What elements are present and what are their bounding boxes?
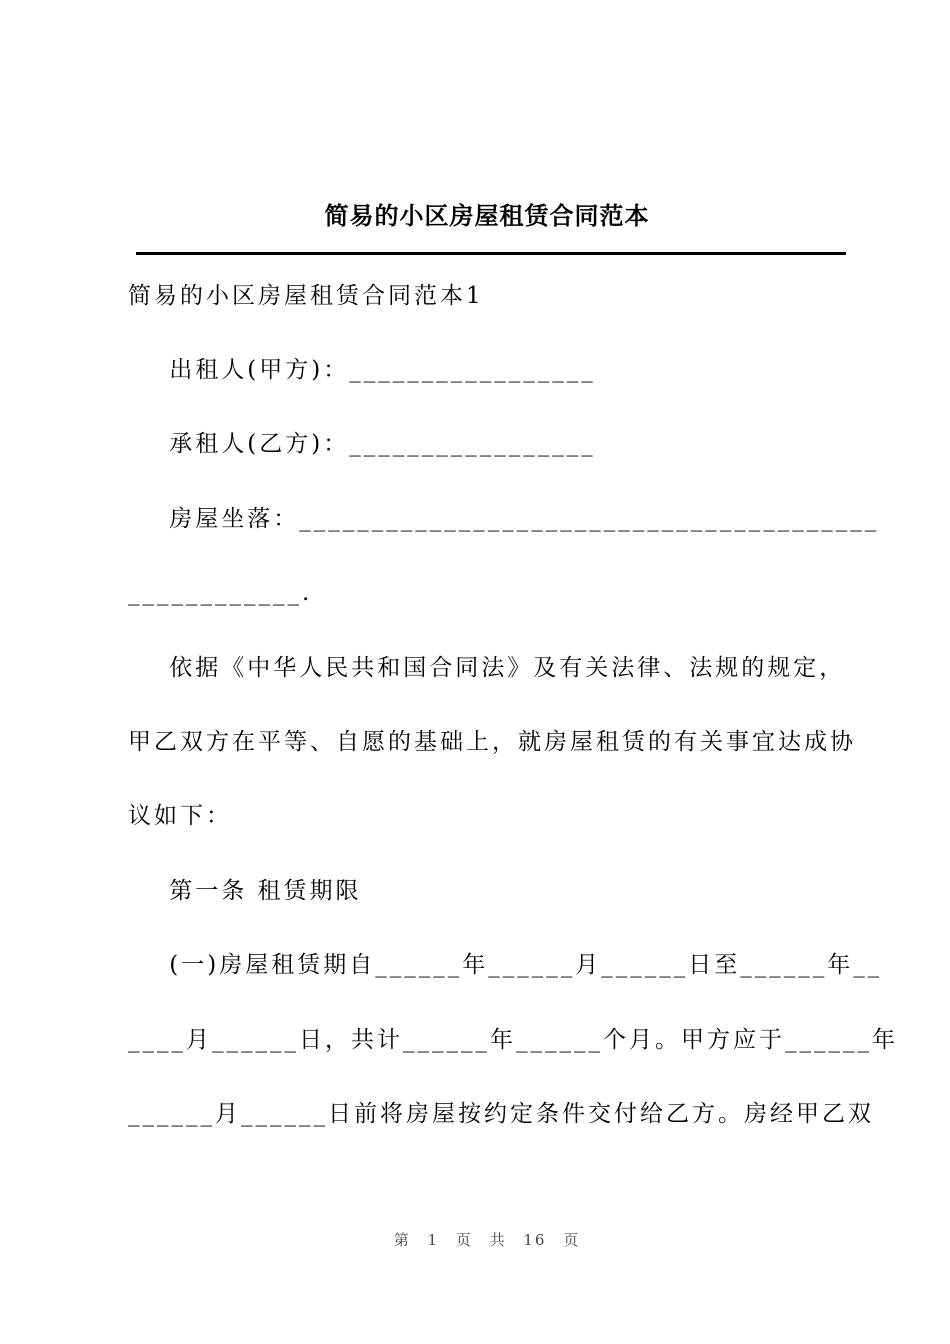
title-underline xyxy=(136,252,846,255)
paragraph-line: 议如下： xyxy=(128,803,232,829)
document-title: 简易的小区房屋租赁合同范本 xyxy=(324,201,650,230)
location-field-continued: ____________. xyxy=(128,580,313,606)
lessor-field: 出租人(甲方)：_________________ xyxy=(128,357,596,383)
paragraph-line: 甲乙双方在平等、自愿的基础上，就房屋租赁的有关事宜达成协 xyxy=(128,729,856,755)
page-number: 第 1 页 共 16 页 xyxy=(393,1231,581,1249)
article-heading: 第一条 租赁期限 xyxy=(128,878,362,904)
paragraph-line: ______月______日前将房屋按约定条件交付给乙方。房经甲乙双 xyxy=(128,1101,874,1127)
location-field: 房屋坐落：________________________________________ xyxy=(128,506,880,532)
paragraph-line: (一)房屋租赁期自______年______月______日至______年__ xyxy=(128,952,883,978)
paragraph-line: 依据《中华人民共和国合同法》及有关法律、法规的规定， xyxy=(128,655,846,681)
lessee-field: 承租人(乙方)：_________________ xyxy=(128,431,596,457)
section-heading: 简易的小区房屋租赁合同范本1 xyxy=(128,283,484,309)
paragraph-line: ____月______日，共计______年______个月。甲方应于______年 xyxy=(128,1027,898,1053)
